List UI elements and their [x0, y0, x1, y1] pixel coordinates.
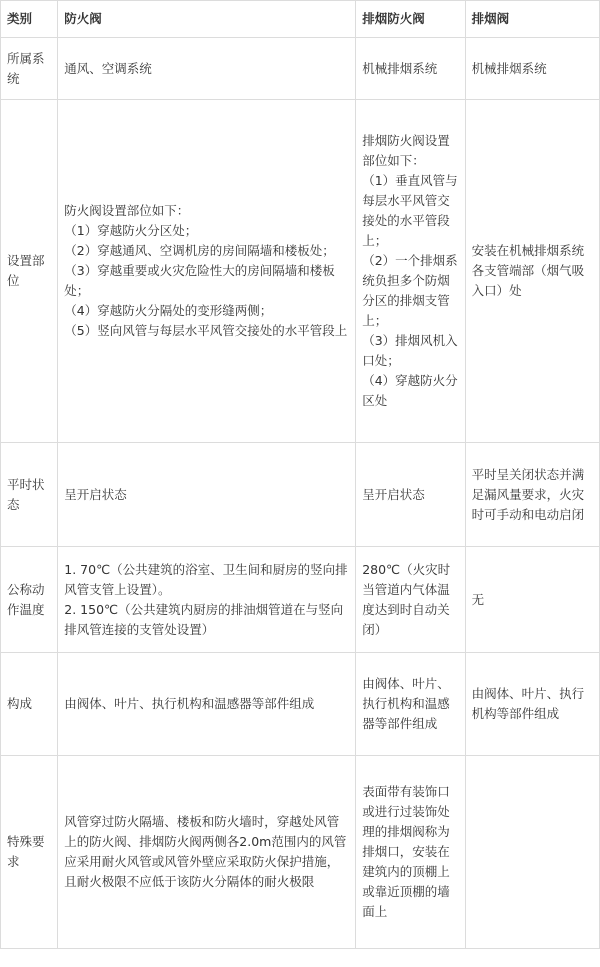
cell-line: 由阀体、叶片、执行机构等部件组成 [471, 686, 585, 721]
cell-line: 机械排烟系统 [362, 60, 438, 76]
table-row [1, 38, 600, 100]
table-row [1, 547, 600, 653]
smoke-damper-cell [465, 547, 599, 653]
row-category: 特殊要求 [1, 756, 58, 949]
cell-line: （1）垂直风管与每层水平风管交接处的水平管段上； [362, 173, 458, 248]
smoke-damper-cell [465, 756, 599, 949]
cell-line: 无 [471, 591, 485, 607]
fire-damper-cell [58, 653, 356, 756]
smoke-damper-cell [465, 38, 599, 100]
cell-line: （4）穿越防火分区处 [362, 373, 458, 408]
cell-line: （2）一个排烟系统负担多个防烟分区的排烟支管上； [362, 253, 458, 328]
smoke-fire-damper-cell [356, 100, 465, 443]
smoke-fire-damper-cell [356, 547, 465, 653]
header-category: 类别 [1, 1, 58, 38]
cell-line: 机械排烟系统 [471, 60, 547, 76]
header-smoke-damper: 排烟阀 [465, 1, 599, 38]
table-row [1, 653, 600, 756]
cell-line: 由阀体、叶片、执行机构和温感器等部件组成 [362, 676, 450, 731]
smoke-fire-damper-cell [356, 38, 465, 100]
cell-line: 1. 70℃（公共建筑的浴室、卫生间和厨房的竖向排风管支管上设置）。 [64, 561, 348, 597]
cell-line: （3）排烟风机入口处； [362, 333, 458, 368]
header-fire-damper: 防火阀 [58, 1, 356, 38]
smoke-damper-cell [465, 100, 599, 443]
row-category: 设置部位 [1, 100, 58, 443]
cell-line: 呈开启状态 [362, 486, 425, 502]
fire-damper-cell [58, 38, 356, 100]
cell-line: 防火阀设置部位如下： [64, 203, 190, 218]
fire-damper-cell [58, 756, 356, 949]
header-row [1, 1, 600, 38]
cell-line: （5）竖向风管与每层水平风管交接处的水平管段上 [64, 323, 348, 338]
cell-line: 280℃（火灾时当管道内气体温度达到时自动关闭） [362, 561, 451, 637]
cell-line: 风管穿过防火隔墙、楼板和防火墙时，穿越处风管上的防火阀、排烟防火阀两侧各2.0m范围内的风管应采用耐火风管或风管外壁应采取防火保护措施，且耐火极限不应低于该防火分隔体的耐火极限 [64, 814, 347, 889]
smoke-fire-damper-cell [356, 653, 465, 756]
cell-line: （2）穿越通风、空调机房的房间隔墙和楼板处； [64, 243, 335, 258]
cell-line: 呈开启状态 [64, 486, 127, 502]
smoke-fire-damper-cell [356, 443, 465, 547]
table-row [1, 443, 600, 547]
cell-line: （4）穿越防火分隔处的变形缝两侧； [64, 303, 273, 318]
cell-line: （3）穿越重要或火灾危险性大的房间隔墙和楼板处； [64, 263, 335, 298]
fire-damper-cell [58, 547, 356, 653]
row-category: 公称动作温度 [1, 547, 58, 653]
row-category: 平时状态 [1, 443, 58, 547]
row-category: 构成 [1, 653, 58, 756]
cell-line: 平时呈关闭状态并满足漏风量要求，火灾时可手动和电动启闭 [471, 466, 585, 522]
cell-line: 安装在机械排烟系统各支管端部（烟气吸入口）处 [471, 243, 585, 298]
smoke-fire-damper-cell [356, 756, 465, 949]
smoke-damper-cell [465, 443, 599, 547]
fire-damper-cell [58, 100, 356, 443]
table-row [1, 756, 600, 949]
fire-damper-cell [58, 443, 356, 547]
row-category: 所属系统 [1, 38, 58, 100]
cell-line: 排烟防火阀设置部位如下： [362, 133, 450, 168]
cell-line: 表面带有装饰口或进行过装饰处理的排烟阀称为排烟口，安装在建筑内的顶棚上或靠近顶棚的墙面上 [362, 784, 450, 919]
smoke-damper-cell [465, 653, 599, 756]
cell-line: 2. 150℃（公共建筑内厨房的排油烟管道在与竖向排风管连接的支管处设置） [64, 601, 344, 637]
table-row [1, 100, 600, 443]
cell-line: （1）穿越防火分区处； [64, 223, 198, 238]
header-smoke-fire-damper: 排烟防火阀 [356, 1, 465, 38]
cell-line: 通风、空调系统 [64, 60, 152, 76]
cell-line: 由阀体、叶片、执行机构和温感器等部件组成 [64, 696, 315, 711]
